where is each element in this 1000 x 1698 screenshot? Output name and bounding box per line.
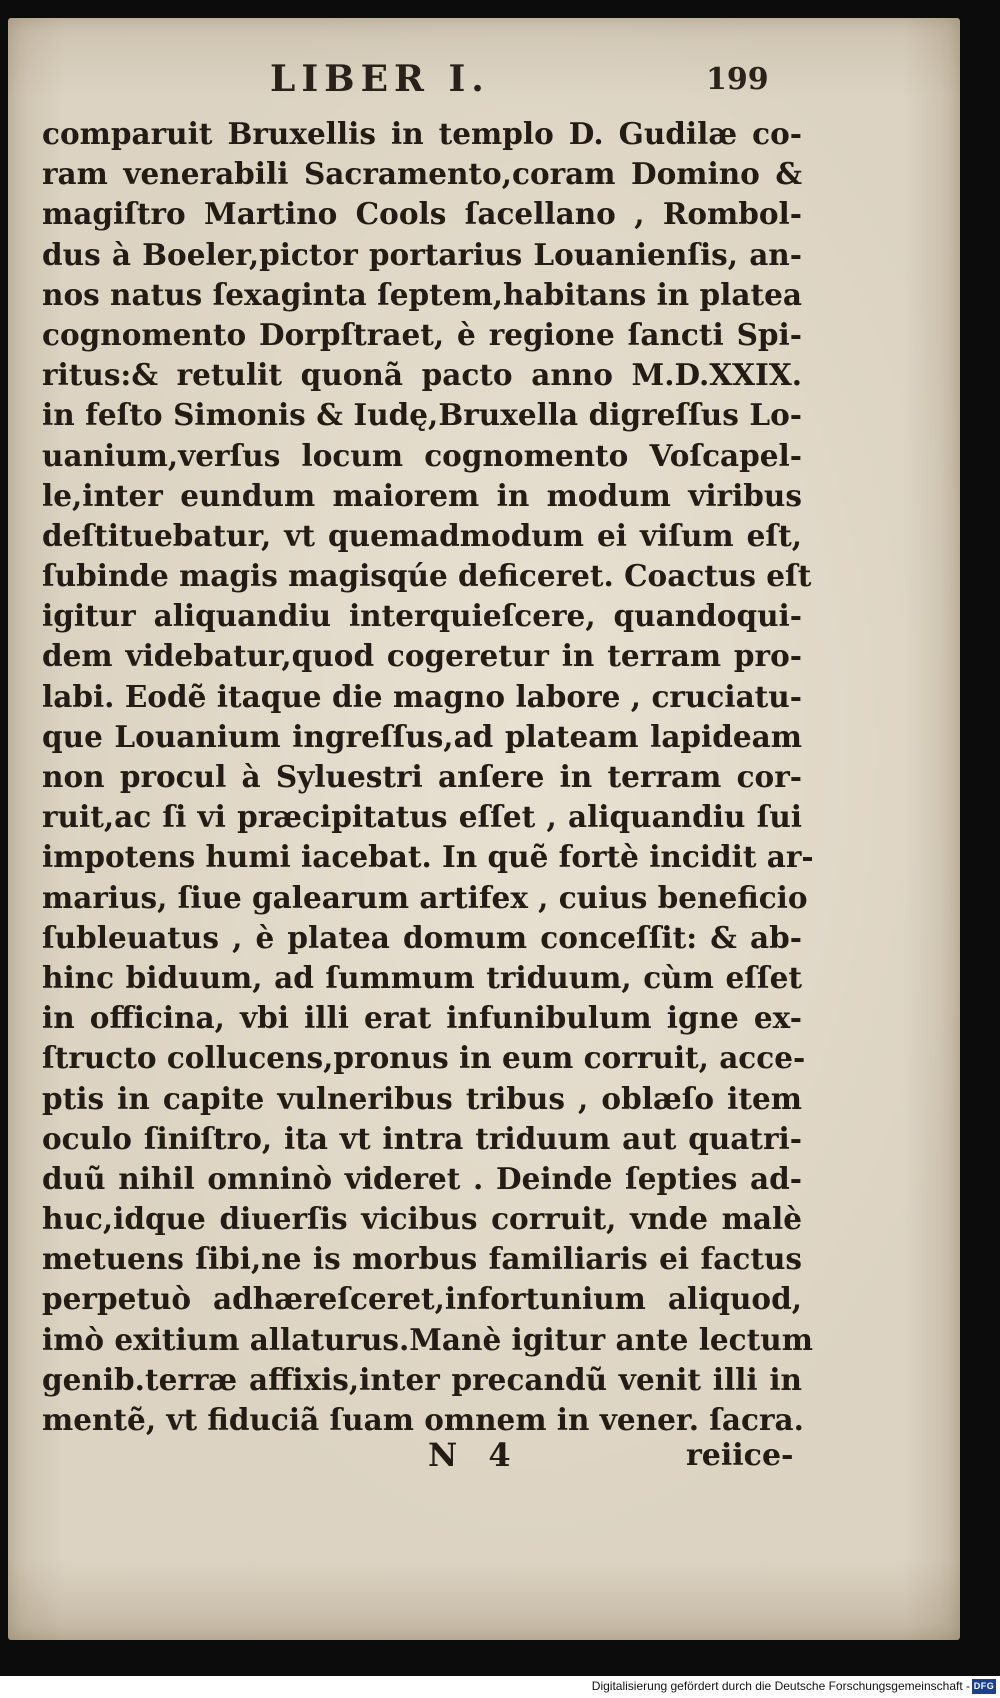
credit-text: Digitalisierung gefördert durch die Deutsche Forschungsgemeinschaft - xyxy=(591,1679,970,1693)
text-line: uanium,verſus locum cognomento Voſcapel- xyxy=(42,437,802,473)
text-line: que Louanium ingreſſus,ad plateam lapideam xyxy=(42,718,802,754)
text-line: magiſtro Martino Cools ſacellano , Rombol- xyxy=(42,196,802,232)
text-line: in officina, vbi illi erat infunibulum igne ex- xyxy=(42,1000,802,1036)
text-line: duũ nihil omninò videret . Deinde ſepties ad- xyxy=(42,1160,802,1196)
text-line: deſtituebatur, vt quemadmodum ei viſum eſt, xyxy=(42,517,802,553)
body-text xyxy=(42,114,814,1440)
text-line: in feſto Simonis & Iudę,Bruxella digreſſus Lo- xyxy=(42,397,802,433)
text-line: non procul à Syluestri anſere in terram cor- xyxy=(42,759,802,794)
text-line: nos natus ſexaginta ſeptem,habitans in platea xyxy=(42,276,802,312)
text-line: ſtructo collucens,pronus in eum corruit, acce- xyxy=(42,1040,806,1076)
catchword: reiice- xyxy=(686,1438,794,1473)
text-line: genib.terræ affixis,inter precandũ venit illi in xyxy=(42,1361,802,1397)
text-line: ritus:& retulit quonã pacto anno M.D.XXIX. xyxy=(42,357,802,393)
signature-mark: N 4 xyxy=(428,1436,521,1474)
digitization-credit-bar xyxy=(0,1676,1000,1698)
text-line: imò exitium allaturus.Manè igitur ante lectum xyxy=(42,1321,813,1357)
text-line: comparuit Bruxellis in templo D. Gudilæ co- xyxy=(42,116,802,151)
text-line: oculo ſiniſtro, ita vt intra triduum aut quatri- xyxy=(42,1120,802,1156)
text-line: huc,idque diuerſis vicibus corruit, vnde malè xyxy=(42,1201,802,1237)
text-line: impotens humi iacebat. In quẽ fortè incidit ar- xyxy=(42,839,814,875)
text-line: metuens ſibi,ne is morbus familiaris ei factus xyxy=(42,1241,802,1277)
text-line: ram venerabili Sacramento,coram Domino & xyxy=(42,156,802,192)
text-line: dus à Boeler,pictor portarius Louanienſis, an- xyxy=(42,236,802,272)
text-line: ſubleuatus , è platea domum conceſſit: & ab- xyxy=(42,919,802,955)
dfg-logo: DFG xyxy=(972,1679,996,1694)
text-line: igitur aliquandiu interquieſcere, quandoqui- xyxy=(42,598,802,634)
running-title: LIBER I. xyxy=(270,58,490,100)
text-line: mentẽ, vt fiduciã ſuam omnem in vener. ſacra. xyxy=(42,1402,804,1437)
text-line: perpetuò adhæreſceret,infortunium aliquod, xyxy=(42,1281,802,1317)
text-line: marius, ſiue galearum artifex , cuius beneficio xyxy=(42,879,808,915)
text-line: dem videbatur,quod cogeretur in terram pro- xyxy=(42,638,802,674)
text-line: ſubinde magis magisqúe deficeret. Coactus eſt xyxy=(42,558,812,594)
page-footer xyxy=(8,1436,960,1486)
text-line: labi. Eodẽ itaque die magno labore , cruciatu- xyxy=(42,678,802,714)
text-line: le,inter eundum maiorem in modum viribus xyxy=(42,477,802,513)
text-line: hinc biduum, ad ſummum triduum, cùm eſſet xyxy=(42,959,802,995)
folio-number: 199 xyxy=(706,62,769,97)
text-line: ruit,ac ſi vi præcipitatus eſſet , aliquandiu ſui xyxy=(42,799,802,835)
text-line: cognomento Dorpſtraet, è regione ſancti Spi- xyxy=(42,316,802,352)
running-head xyxy=(8,58,960,108)
book-page xyxy=(8,18,960,1640)
text-line: ptis in capite vulneribus tribus , oblæſo item xyxy=(42,1080,802,1116)
